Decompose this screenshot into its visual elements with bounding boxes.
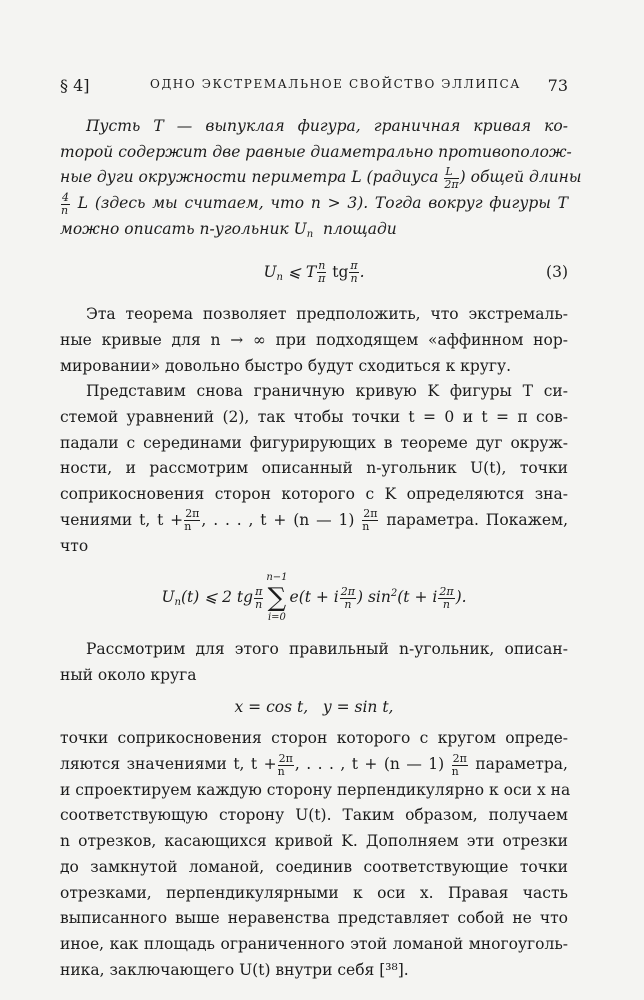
text-line — [60, 164, 582, 191]
numerator: 2π — [278, 751, 293, 765]
math: ) sin — [357, 588, 391, 607]
paragraph — [60, 637, 571, 983]
text-line: Рассмотрим для этого правильный n-угольник, описан- — [86, 640, 568, 659]
fraction — [254, 586, 263, 611]
fraction — [278, 753, 294, 778]
fraction — [61, 192, 70, 217]
text-line: иное, как площадь ограниченного этой ломаной многоуголь- — [60, 934, 568, 953]
numerator: n — [318, 259, 326, 273]
summation — [266, 571, 287, 625]
denominator: n — [184, 520, 192, 534]
text-line: Эта теорема позволяет предположить, что экстремаль- — [86, 305, 568, 324]
theorem — [60, 114, 582, 248]
text-line — [60, 508, 568, 534]
text-line: отрезками, перпендикулярными к оси x. Правая часть — [60, 883, 568, 902]
text-line: точки соприкосновения сторон которого с кругом опреде- — [60, 729, 568, 748]
sum-upper-limit: n−1 — [266, 572, 288, 584]
fraction — [184, 508, 200, 533]
spacer — [60, 625, 568, 637]
section-number: § 4] — [60, 76, 90, 95]
text-line: и спроектируем каждую сторону перпендикулярно к оси x на — [60, 780, 571, 799]
denominator: 2π — [444, 177, 459, 191]
running-title: ОДНО ЭКСТРЕМАЛЬНОЕ СВОЙСТВО ЭЛЛИПСА — [150, 77, 521, 91]
text-line: соответствующую сторону U(t). Таким образом, получаем — [60, 806, 568, 825]
fraction — [444, 166, 458, 191]
text-line: стемой уравнений (2), так чтобы точки t = 0 и t = π сов- — [60, 408, 568, 427]
text-line: мировании» довольно быстро будут сходиться к кругу. — [60, 356, 512, 375]
main-inequality — [60, 571, 568, 625]
text-line — [60, 752, 568, 778]
numerator: π — [350, 259, 358, 273]
text-line: ности, и рассмотрим описанный n-угольник U(t), точки — [60, 459, 568, 478]
page-body — [60, 114, 582, 983]
denominator: π — [318, 272, 326, 286]
text-fragment: ляются значениями t, t + — [60, 755, 277, 774]
denominator: n — [255, 597, 263, 611]
subscript: n — [276, 271, 283, 283]
fraction — [362, 508, 378, 533]
fraction — [452, 753, 468, 778]
numerator: π — [255, 584, 263, 598]
text-fragment: , . . . , t + (n — 1) — [201, 510, 355, 529]
numerator: 2π — [340, 584, 355, 598]
fraction — [317, 260, 326, 285]
math: tg — [332, 262, 349, 281]
sum-lower-limit: i=0 — [267, 612, 286, 624]
fraction — [340, 586, 356, 611]
paragraph — [60, 302, 568, 379]
text-fragment: параметра. Покажем, — [386, 510, 569, 529]
sum-symbol: ∑ — [267, 583, 287, 614]
text-line: выписанного выше неравенства представляет собой не что — [60, 909, 568, 928]
math: U — [263, 262, 277, 281]
text-fragment: площади — [323, 219, 397, 238]
numerator: 4 — [62, 190, 69, 204]
math: ⩽ T — [287, 262, 317, 281]
text-line: Представим снова граничную кривую K фигуры T си- — [86, 382, 568, 401]
text-fragment: ные дуги окружности периметра L (радиуса — [60, 168, 439, 187]
text-fragment: можно описать n-угольник U — [60, 219, 307, 238]
spacer — [60, 559, 568, 571]
text-line: торой содержит две равные диаметрально противополож- — [60, 142, 572, 161]
denominator: n — [451, 764, 459, 778]
circle-equation: x = cos t, y = sin t, — [234, 697, 394, 716]
text-line: ника, заключающего U(t) внутри себя [³⁸]. — [60, 960, 409, 979]
text-fragment: ) общей длины — [459, 168, 582, 187]
equation-number: (3) — [546, 262, 568, 281]
denominator: n — [362, 520, 370, 534]
text-line — [60, 217, 568, 248]
text-line: ный около круга — [60, 665, 197, 684]
text-line: падали с серединами фигурирующих в теореме дуг окруж- — [60, 433, 568, 452]
math: e(t + i — [289, 588, 339, 607]
text-line — [60, 191, 568, 217]
subscript: n — [174, 597, 181, 609]
math: (t + i — [397, 588, 438, 607]
text-line: n отрезков, касающихся кривой K. Дополняем эти отрезки — [60, 832, 568, 851]
text-fragment: параметра, — [475, 755, 568, 774]
text-line: соприкосновения сторон которого с K определяются зна- — [60, 485, 568, 504]
fraction — [349, 260, 358, 285]
numerator: 2π — [185, 507, 200, 521]
denominator: n — [344, 597, 352, 611]
numerator: L — [444, 166, 458, 179]
running-header — [60, 76, 568, 96]
numerator: 2π — [452, 751, 467, 765]
math: (t) ⩽ 2 tg — [180, 588, 254, 607]
page-number: 73 — [547, 76, 568, 95]
equation-3 — [60, 260, 568, 291]
text-fragment: L (здесь мы считаем, что n > 3). Тогда вокруг фигуры T — [77, 194, 568, 213]
superscript: 2 — [390, 588, 398, 600]
numerator: 2π — [439, 584, 454, 598]
text-line: что — [60, 536, 89, 555]
denominator: n — [442, 597, 450, 611]
text-line: до замкнутой ломаной, соединив соответствующие точки — [60, 857, 568, 876]
spacer — [60, 290, 568, 302]
math: ). — [455, 588, 467, 607]
paragraph — [60, 379, 568, 559]
fraction — [438, 586, 454, 611]
text-line: ные кривые для n → ∞ при подходящем «аффинном нор- — [60, 330, 568, 349]
text-line: Пусть T — выпуклая фигура, граничная кривая ко- — [86, 117, 568, 135]
math: U — [161, 588, 175, 607]
text-fragment: чениями t, t + — [60, 510, 184, 529]
denominator: n — [277, 764, 285, 778]
denominator: n — [61, 203, 69, 217]
text-fragment: , . . . , t + (n — 1) — [294, 755, 445, 774]
spacer — [60, 248, 568, 260]
subscript: n — [306, 228, 314, 240]
denominator: n — [350, 272, 358, 286]
math: . — [359, 262, 365, 281]
numerator: 2π — [363, 507, 378, 521]
